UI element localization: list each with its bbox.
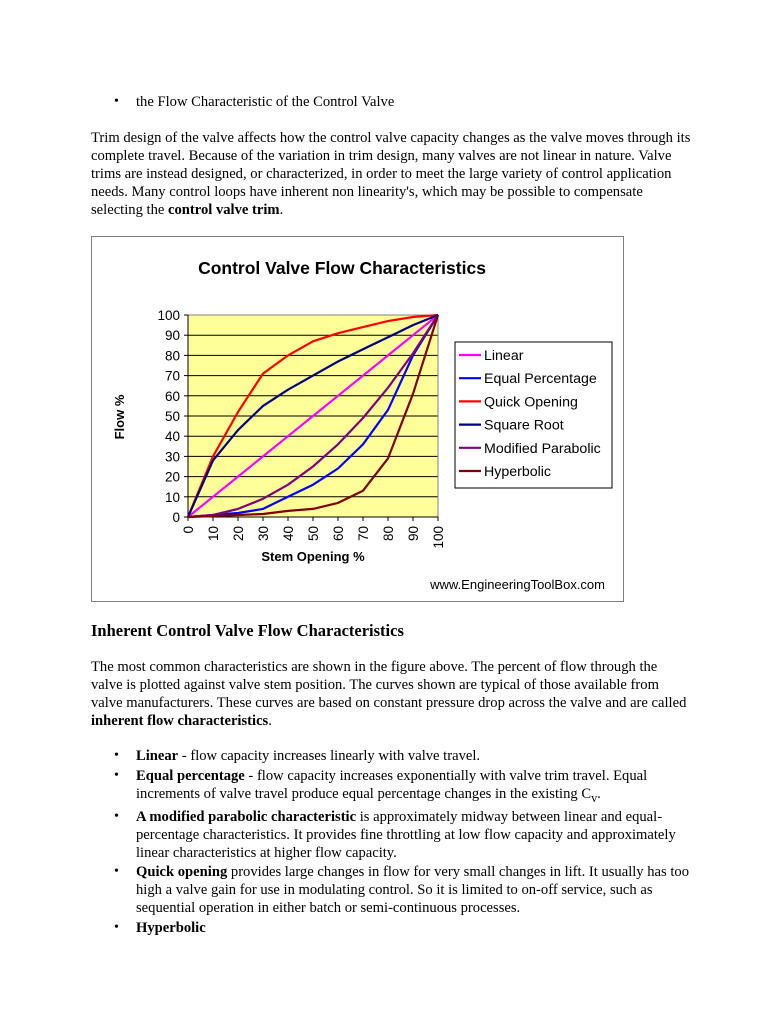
legend-label-linear: Linear — [484, 348, 524, 364]
term: Hyperbolic — [136, 919, 206, 936]
x-tick-label: 20 — [231, 526, 246, 542]
flow-characteristics-chart — [91, 236, 624, 602]
y-tick-label: 70 — [164, 368, 180, 384]
legend-label-quick-opening: Quick Opening — [484, 394, 578, 411]
x-tick-label: 90 — [406, 526, 421, 542]
x-axis-label: Stem Opening % — [261, 549, 365, 564]
chart-watermark: www.EngineeringToolBox.com — [430, 577, 605, 592]
list-item — [91, 767, 691, 807]
x-tick-label: 70 — [356, 526, 371, 542]
y-tick-label: 0 — [172, 510, 180, 525]
y-axis-label: Flow % — [112, 394, 127, 440]
definition: provides large changes in flow for very small changes in lift. It usually has too high a valve gain for use in modulating control. So it is limited to on-off service, such as sequential operation in either batch or semi-continuous processes. — [136, 864, 690, 917]
list-item — [91, 93, 681, 111]
term: A modified parabolic characteristic — [136, 808, 357, 825]
intro-end: . — [279, 202, 284, 218]
legend-label-modified-parabolic: Modified Parabolic — [484, 440, 601, 457]
body-paragraph — [91, 658, 691, 730]
body-bold-term: inherent flow characteristics — [91, 713, 269, 729]
y-tick-label: 90 — [164, 328, 180, 344]
term: Equal percentage — [136, 767, 245, 784]
term: Quick opening — [136, 864, 228, 881]
body-end: . — [268, 713, 272, 729]
x-tick-label: 50 — [306, 526, 321, 542]
term: Linear — [136, 748, 179, 764]
x-tick-label: 30 — [256, 526, 271, 542]
y-tick-label: 40 — [164, 429, 180, 445]
characteristics-list — [91, 747, 691, 938]
y-tick-label: 80 — [164, 348, 180, 364]
y-tick-label: 100 — [157, 308, 180, 323]
definition: is approximately midway between linear and equal-percentage characteristics. It provides fine throttling at low flow capacity and approximately linear characteristics at higher flow capacity. — [136, 808, 676, 861]
legend-label-equal-percentage: Equal Percentage — [484, 371, 597, 388]
chart-svg — [92, 237, 623, 601]
section-heading: Inherent Control Valve Flow Characteristics — [91, 621, 404, 640]
x-tick-label: 100 — [431, 526, 446, 549]
legend-label-hyperbolic: Hyperbolic — [484, 464, 552, 480]
x-tick-label: 60 — [331, 526, 346, 542]
list-item — [91, 747, 691, 765]
legend-label-square-root: Square Root — [484, 417, 564, 434]
list-item — [91, 863, 691, 917]
list-item — [91, 808, 691, 862]
x-tick-label: 80 — [381, 526, 396, 542]
intro-bold-term: control valve trim — [168, 202, 280, 218]
list-item — [91, 919, 691, 937]
definition-tail: . — [597, 785, 601, 802]
y-tick-label: 60 — [164, 388, 180, 404]
intro-paragraph — [91, 129, 691, 219]
chart-legend — [455, 342, 612, 488]
y-tick-label: 30 — [164, 449, 180, 465]
y-tick-label: 20 — [164, 469, 180, 485]
top-bullet-list — [91, 93, 681, 111]
y-tick-label: 10 — [164, 489, 180, 505]
x-tick-label: 0 — [181, 526, 196, 534]
x-tick-label: 40 — [281, 526, 296, 542]
top-bullet-text: the Flow Characteristic of the Control Valve — [136, 94, 395, 110]
x-tick-label: 10 — [206, 526, 221, 542]
definition: - flow capacity increases linearly with valve travel. — [178, 748, 481, 764]
subscript: v — [591, 790, 598, 805]
y-tick-label: 50 — [164, 409, 180, 424]
intro-text: Trim design of the valve affects how the control valve capacity changes as the valve moves through its complete travel. Because of the variation in trim design, many valves are not linear in nature. Valve trims are instead designed, or characterized, in order to meet the large variety of control application needs. Many control loops have inherent non linearity's, which may be possible to compensate selecting the — [91, 130, 691, 218]
y-tick-labels — [157, 308, 180, 525]
body-text: The most common characteristics are shown in the figure above. The percent of flow through the valve is plotted against valve stem position. The curves shown are typical of those available from valve manufacturers. These curves are based on constant pressure drop across the valve and are called — [91, 659, 687, 711]
x-tick-labels — [181, 526, 446, 549]
chart-title: Control Valve Flow Characteristics — [198, 258, 486, 278]
definition: - flow capacity increases exponentially with valve trim travel. Equal increments of valve travel produce equal percentage changes in the existing C — [136, 767, 648, 802]
